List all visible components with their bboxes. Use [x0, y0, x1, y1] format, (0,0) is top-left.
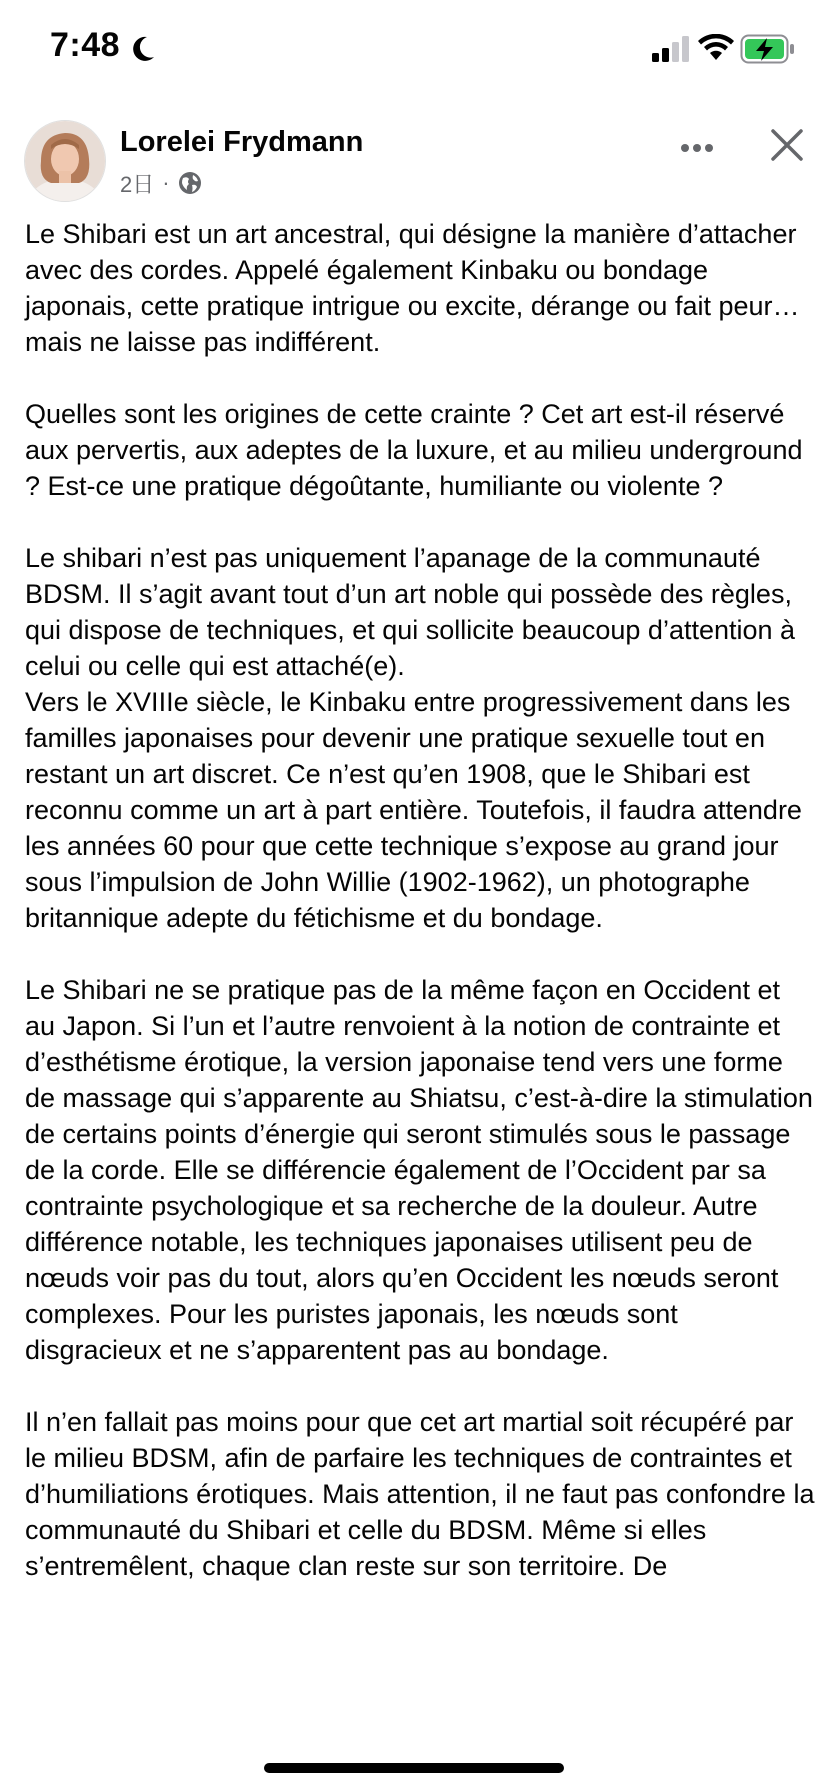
- status-time: 7:48: [50, 26, 121, 64]
- close-button[interactable]: [762, 120, 812, 170]
- post-paragraph: Quelles sont les origines de cette crainte ? Cet art est-il réservé aux pervertis, aux adeptes de la luxure, et au milieu underground ? Est-ce une pratique dégoûtante, humiliante ou violente ?: [25, 399, 803, 501]
- meta-separator: ·: [162, 170, 170, 195]
- home-indicator[interactable]: [264, 1763, 564, 1773]
- more-dots-icon: [680, 143, 714, 153]
- author-avatar[interactable]: [24, 120, 106, 202]
- post-paragraph: Le Shibari ne se pratique pas de la même façon en Occident et au Japon. Si l’un et l’autre renvoient à la notion de contrainte et d’esthétisme érotique, la version japonaise tend vers une forme de massage qui s’apparente au Shiatsu, c’est-à-dire la stimulation de certains points d’énergie qui seront stimulés sous le passage de la corde. Elle se différencie également de l’Occident par sa contrainte psychologique et sa recherche de la douleur. Autre différence notable, les techniques japonaises utilisent peu de nœuds voir pas du tout, alors qu’en Occident les nœuds seront complexes. Pour les puristes japonais, les nœuds sont disgracieux et ne s’apparentent pas au bondage.: [25, 975, 813, 1365]
- wifi-icon: [698, 34, 734, 62]
- post-paragraph: Il n’en fallait pas moins pour que cet art martial soit récupéré par le milieu BDSM, afin de parfaire les techniques de contraintes et d’humiliations érotiques. Mais attention, il ne faut pas confondre la communauté du Shibari et celle du BDSM. Même si elles s’entremêlent, chaque clan reste sur son territoire. De: [25, 1407, 815, 1581]
- signal-icon: [652, 36, 690, 62]
- post-header: [0, 118, 828, 208]
- author-name[interactable]: Lorelei Frydmann: [120, 126, 364, 158]
- avatar-photo: [25, 121, 105, 201]
- close-icon: [770, 128, 804, 162]
- post-meta: [120, 168, 202, 198]
- battery-charging-icon: [740, 34, 796, 64]
- post-paragraph: Le shibari n’est pas uniquement l’apanage de la communauté BDSM. Il s’agit avant tout d’un art noble qui possède des règles, qui dispose de techniques, et qui sollicite beaucoup d’attention à celui ou celle qui est attaché(e).: [25, 543, 796, 681]
- status-bar: [0, 0, 828, 100]
- globe-icon: [178, 171, 202, 195]
- post-text: [25, 216, 815, 1620]
- post-paragraph: Le Shibari est un art ancestral, qui désigne la manière d’attacher avec des cordes. Appelé également Kinbaku ou bondage japonais, cette pratique intrigue ou excite, dérange ou fait peur… mais ne laisse pas indifférent.: [25, 219, 800, 357]
- more-options-button[interactable]: [672, 126, 722, 170]
- post-time[interactable]: 2日: [120, 171, 155, 197]
- moon-icon: [130, 35, 156, 63]
- post-paragraph: Vers le XVIIIe siècle, le Kinbaku entre progressivement dans les familles japonaises pour devenir une pratique sexuelle tout en restant un art discret. Ce n’est qu’en 1908, que le Shibari est reconnu comme un art à part entière. Toutefois, il faudra attendre les années 60 pour que cette technique s’expose au grand jour sous l’impulsion de John Willie (1902-1962), un photographe britannique adepte du fétichisme et du bondage.: [25, 687, 802, 933]
